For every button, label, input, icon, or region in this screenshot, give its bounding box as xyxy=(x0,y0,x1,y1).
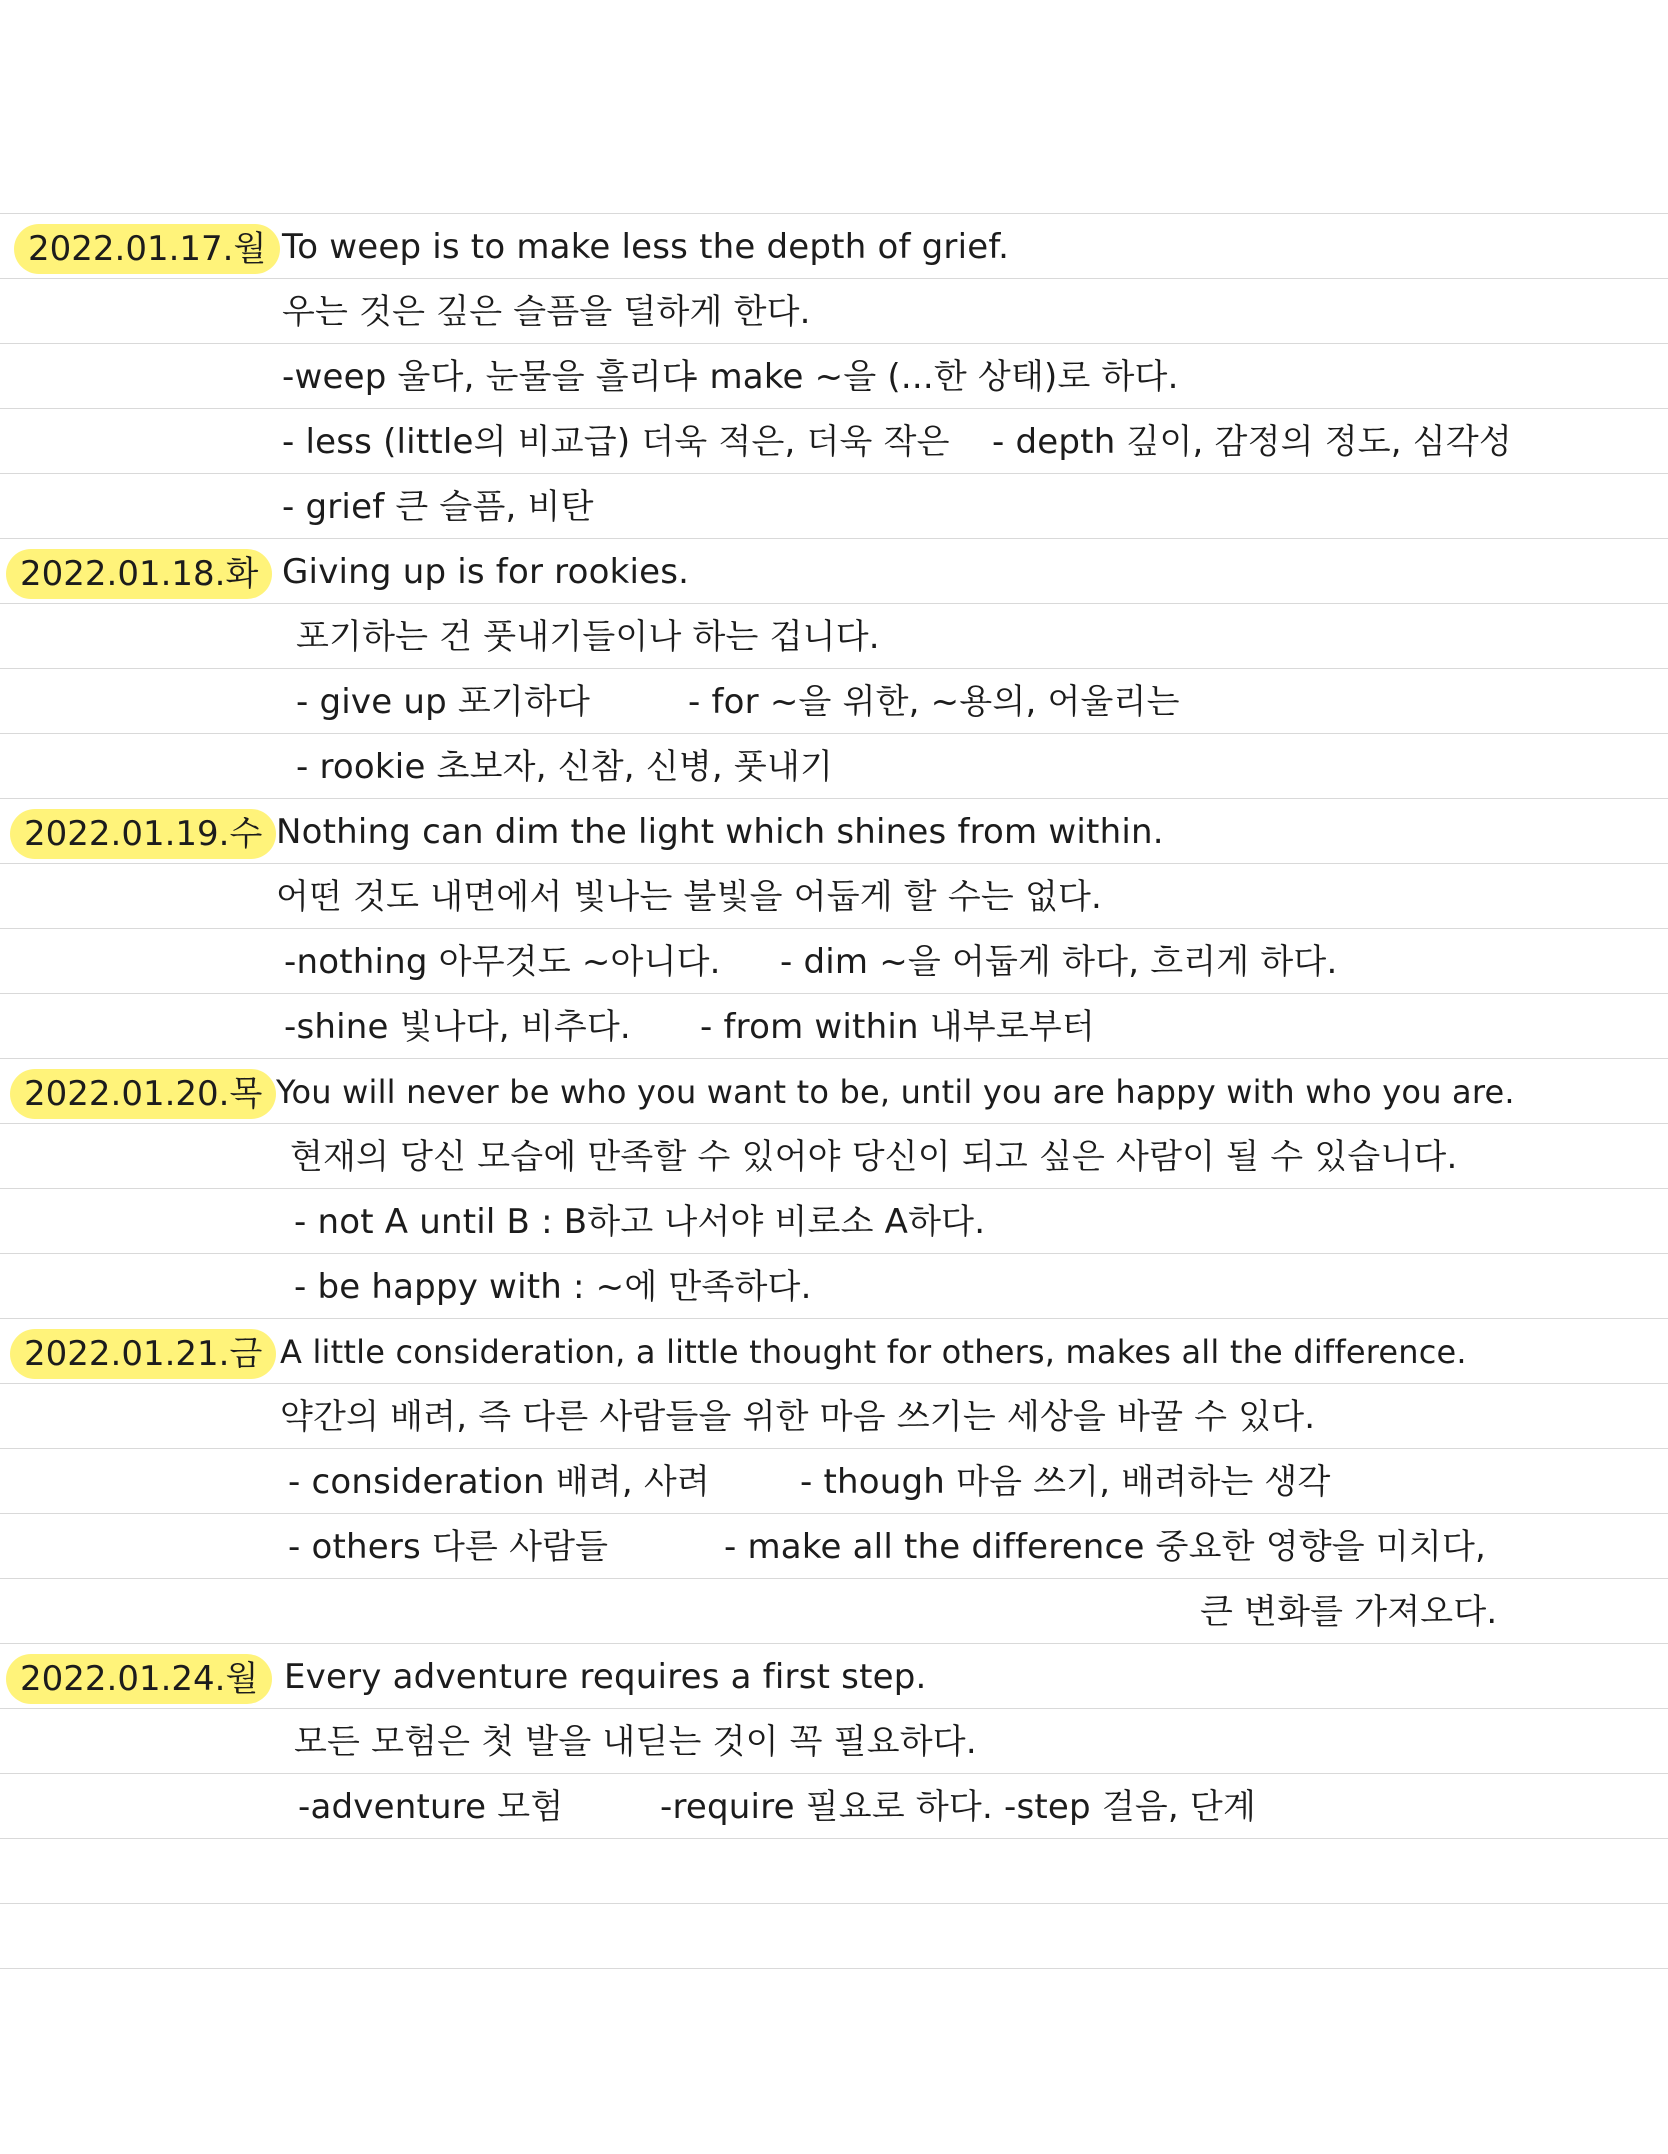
vocab-note: - depth 깊이, 감정의 정도, 심각성 xyxy=(992,422,1512,462)
vocab-note: - for ~을 위한, ~용의, 어울리는 xyxy=(688,682,1180,722)
vocab-note: -shine 빛나다, 비추다. xyxy=(284,1007,631,1047)
english-sentence: Every adventure requires a first step. xyxy=(284,1657,927,1697)
english-sentence: Giving up is for rookies. xyxy=(282,552,690,592)
vocab-note: - give up 포기하다 xyxy=(296,682,591,722)
vocab-note: - make ~을 (...한 상태)로 하다. xyxy=(686,357,1179,397)
korean-translation: 우는 것은 깊은 슬픔을 덜하게 한다. xyxy=(282,292,811,332)
english-sentence: Nothing can dim the light which shines from within. xyxy=(276,812,1164,852)
vocab-note: - grief 큰 슬픔, 비탄 xyxy=(282,487,594,527)
korean-translation: 현재의 당신 모습에 만족할 수 있어야 당신이 되고 싶은 사람이 될 수 있습니다. xyxy=(290,1137,1458,1177)
vocab-note: - make all the difference 중요한 영향을 미치다, xyxy=(724,1527,1486,1567)
vocab-note: -require 필요로 하다. -step 걸음, 단계 xyxy=(660,1787,1257,1827)
english-sentence: A little consideration, a little thought for others, makes all the difference. xyxy=(280,1333,1467,1371)
ruled-line xyxy=(0,1318,1668,1319)
vocab-note: - less (little의 비교급) 더욱 적은, 더욱 작은 xyxy=(282,422,950,462)
english-sentence: To weep is to make less the depth of grief. xyxy=(282,227,1010,267)
vocab-note: -adventure 모험 xyxy=(298,1787,564,1827)
ruled-line xyxy=(0,1968,1668,1969)
korean-translation: 어떤 것도 내면에서 빛나는 불빛을 어둡게 할 수는 없다. xyxy=(276,877,1103,917)
vocab-note: -weep 울다, 눈물을 흘리다 xyxy=(282,357,695,397)
vocab-note: - though 마음 쓰기, 배려하는 생각 xyxy=(800,1462,1331,1502)
korean-translation: 모든 모험은 첫 발을 내딛는 것이 꼭 필요하다. xyxy=(294,1722,977,1762)
entry-date: 2022.01.17.월 xyxy=(14,224,280,274)
vocab-note: - from within 내부로부터 xyxy=(700,1007,1095,1047)
english-sentence: You will never be who you want to be, until you are happy with who you are. xyxy=(276,1073,1515,1111)
ruled-line xyxy=(0,603,1668,604)
ruled-line xyxy=(0,1903,1668,1904)
entry-date: 2022.01.20.목 xyxy=(10,1069,276,1119)
ruled-line xyxy=(0,213,1668,214)
vocab-note: - rookie 초보자, 신참, 신병, 풋내기 xyxy=(296,747,834,787)
vocab-note: - not A until B : B하고 나서야 비로소 A하다. xyxy=(294,1202,986,1242)
vocab-note: - dim ~을 어둡게 하다, 흐리게 하다. xyxy=(780,942,1338,982)
vocab-note: - be happy with : ~에 만족하다. xyxy=(294,1267,812,1307)
entry-date: 2022.01.21.금 xyxy=(10,1329,276,1379)
entry-date: 2022.01.18.화 xyxy=(6,549,272,599)
korean-translation: 포기하는 건 풋내기들이나 하는 겁니다. xyxy=(296,617,880,657)
entry-date: 2022.01.24.월 xyxy=(6,1654,272,1704)
vocab-note: - consideration 배려, 사려 xyxy=(288,1462,710,1502)
korean-translation: 약간의 배려, 즉 다른 사람들을 위한 마음 쓰기는 세상을 바꿀 수 있다. xyxy=(280,1397,1316,1437)
vocab-note: -nothing 아무것도 ~아니다. xyxy=(284,942,721,982)
entry-date: 2022.01.19.수 xyxy=(10,809,276,859)
ruled-line xyxy=(0,538,1668,539)
ruled-line xyxy=(0,343,1668,344)
vocab-note: - others 다른 사람들 xyxy=(288,1527,609,1567)
ruled-line xyxy=(0,798,1668,799)
vocab-note: 큰 변화를 가져오다. xyxy=(1200,1592,1498,1632)
